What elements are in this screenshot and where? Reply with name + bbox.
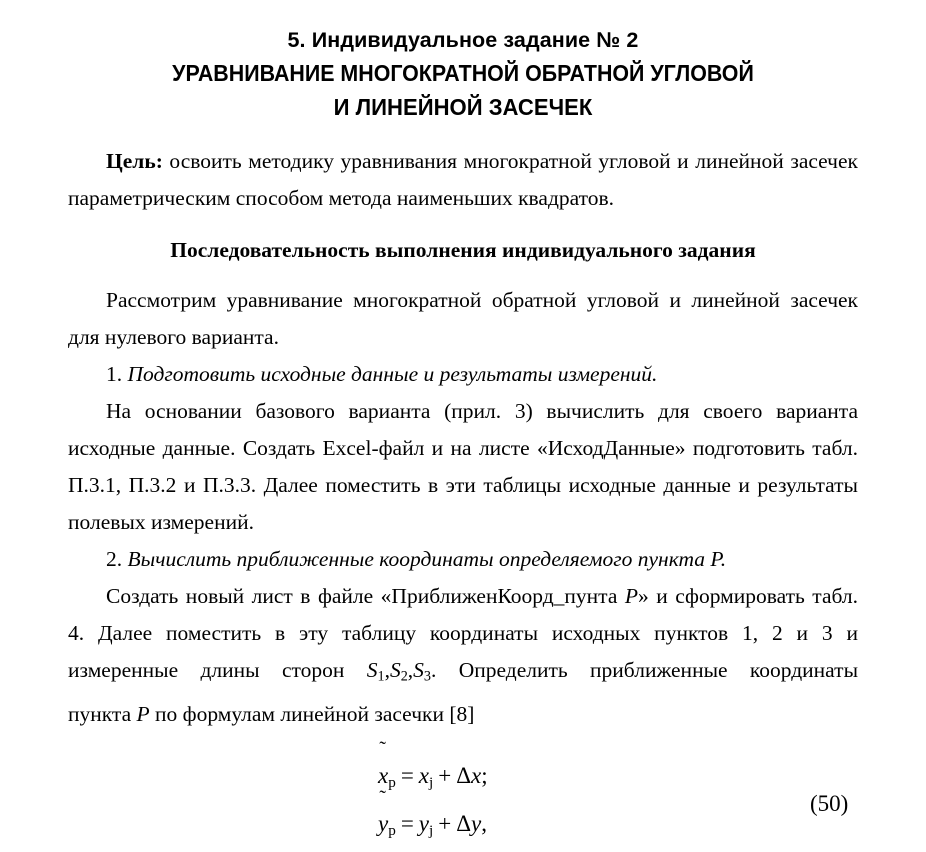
tilde-accent-x: ˜ [379, 739, 386, 761]
item-1-number: 1. [106, 362, 123, 386]
formula-equals-2: = [400, 811, 414, 837]
formula-delta-1: Δ [456, 762, 472, 788]
item-2-body-part-4: по формулам линейной засечки [8] [155, 701, 475, 726]
formula-lhs-sub-p: p [388, 773, 396, 791]
equation-number: (50) [810, 790, 849, 816]
item-2-body-paragraph [68, 578, 858, 733]
item-2-body-variable-p2: P [136, 701, 150, 726]
y-tilde-group [378, 788, 389, 845]
formula-punct-1: ; [481, 762, 488, 788]
document-title-block [0, 0, 926, 124]
spacer-before-subheading [68, 217, 858, 235]
item-2-number: 2. [106, 547, 123, 571]
formula-rhs-sub-j: j [429, 773, 434, 791]
side-subscript-3: 3 [423, 668, 432, 685]
item-1-body-paragraph: На основании базового варианта (прил. 3) вычислить для своего варианта исходные данные. Создать Excel-файл и на листе «ИсходДанные» подготовить табл. П.3.1, П.3.2 и П.3.3. Далее поместить в эти таблицы исходные данные и результаты полевых измерений. [68, 399, 858, 534]
goal-paragraph [68, 143, 858, 217]
formula-plus-1: + [438, 762, 452, 788]
tilde-accent-y: ˜ [379, 788, 386, 810]
item-2-text-end: . [720, 547, 727, 571]
formula-lhs-base-x: x [378, 762, 389, 788]
formula-delta-var-x: x [471, 762, 482, 788]
item-2-body-part-1: Создать новый лист в файле «ПриближенКоорд_пунта [106, 584, 618, 608]
item-1-text: Подготовить исходные данные и результаты измерений. [127, 362, 658, 386]
item-2-paragraph [68, 541, 858, 578]
page-title-line-1: 5. Индивидуальное задание № 2 [287, 28, 639, 52]
formula-delta-2: Δ [456, 811, 472, 837]
formula-equals-1: = [400, 762, 414, 788]
formula-equations [378, 739, 488, 852]
side-symbol-2: S [389, 658, 401, 682]
formula-lhs-sub-p2: p [388, 822, 396, 840]
item-1-paragraph [68, 356, 858, 393]
item-2-point-variable: P [710, 547, 721, 571]
intro-paragraph: Рассмотрим уравнивание многократной обратной угловой и линейной засечек для нулевого варианта. [68, 288, 858, 349]
formula-rhs-base-x: x [418, 762, 430, 788]
item-2-body-part-2: » и сформировать табл. 4. Далее поместить в эту таблицу координаты исходных пунктов 1, 2 и 3 и измеренные длины сторон [68, 584, 859, 682]
page-title-line-3: И ЛИНЕЙНОЙ ЗАСЕЧЕК [333, 94, 593, 120]
measured-sides-group: $S_1,S_2,S_3$ [366, 658, 432, 685]
side-subscript-2: 2 [400, 668, 408, 685]
goal-text: освоить методику уравнивания многократной угловой и линейной засечек параметрическим способом метода наименьших квадратов. [68, 149, 858, 210]
document-body [68, 124, 858, 733]
formula-block [0, 739, 926, 847]
side-subscript-1: 1 [377, 668, 385, 685]
formula-punct-2: , [481, 811, 487, 837]
side-symbol-1: S [366, 658, 378, 682]
item-2-text: Вычислить приближенные координаты определяемого пункта [127, 547, 706, 571]
spacer-before-goal [68, 124, 858, 143]
formula-rhs-base-y: y [418, 811, 430, 837]
formula-delta-var-y: y [471, 811, 482, 837]
spacer-after-subheading [68, 265, 858, 282]
goal-label: Цель: [106, 149, 163, 173]
formula-line-2 [378, 788, 488, 852]
item-2-body-part-3: . Определить приближенные координаты пункта [68, 658, 859, 726]
formula-plus-2: + [438, 811, 452, 837]
section-subheading: Последовательность выполнения индивидуального задания [170, 238, 756, 262]
formula-lhs-base-y: y [378, 811, 389, 837]
page-title-line-2: УРАВНИВАНИЕ МНОГОКРАТНОЙ ОБРАТНОЙ УГЛОВОЙ [172, 60, 754, 86]
item-2-body-variable-p: P [624, 584, 639, 608]
formula-line-1 [378, 739, 488, 804]
formula-rhs-sub-j2: j [429, 822, 434, 840]
side-symbol-3: S [413, 658, 424, 682]
